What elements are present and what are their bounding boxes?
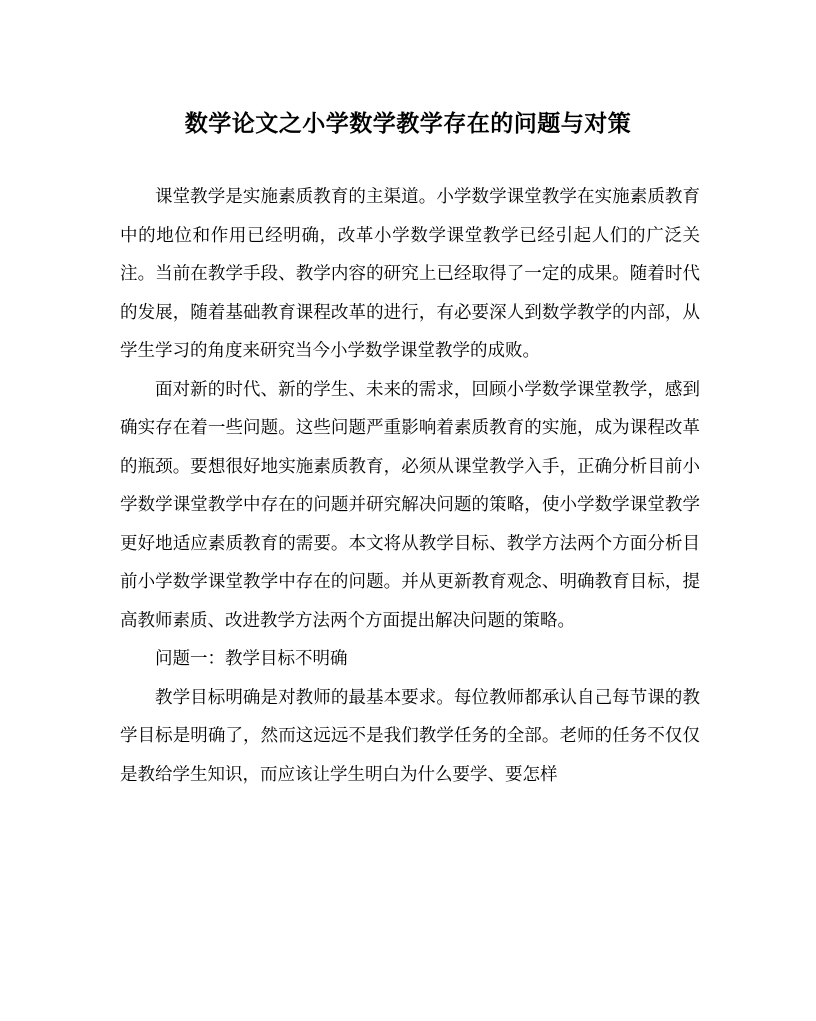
paragraph-section-one: 教学目标明确是对教师的最基本要求。每位教师都承认自己每节课的教学目标是明确了，然而这远远不是我们教学任务的全部。老师的任务不仅仅是教给学生知识，而应该让学生明白为什么要学、要怎样 [120,687,700,785]
paragraph-intro: 课堂教学是实施素质教育的主渠道。小学数学课堂教学在实施素质教育中的地位和作用已经明确，改革小学数学课堂教学已经引起人们的广泛关注。当前在教学手段、教学内容的研究上已经取得了一定的成果。随着时代的发展，随着基础教育课程改革的进行，有必要深人到数学教学的内部，从学生学习的角度来研究当今小学数学课堂教学的成败。 [120,187,700,361]
document-title: 数学论文之小学数学教学存在的问题与对策 [184,110,632,137]
document-body [120,178,700,794]
section-heading: 问题一：教学目标不明确 [155,649,348,669]
paragraph-problems: 面对新的时代、新的学生、未来的需求，回顾小学数学课堂教学，感到确实存在着一些问题。这些问题严重影响着素质教育的实施，成为课程改革的瓶颈。要想很好地实施素质教育，必须从课堂教学入手，正确分析目前小学数学课堂教学中存在的问题并研究解决问题的策略，使小学数学课堂教学更好地适应素质教育的需要。本文将从教学目标、教学方法两个方面分析目前小学数学课堂教学中存在的问题。并从更新教育观念、明确教育目标，提高教师素质、改进教学方法两个方面提出解决问题的策略。 [120,379,700,631]
